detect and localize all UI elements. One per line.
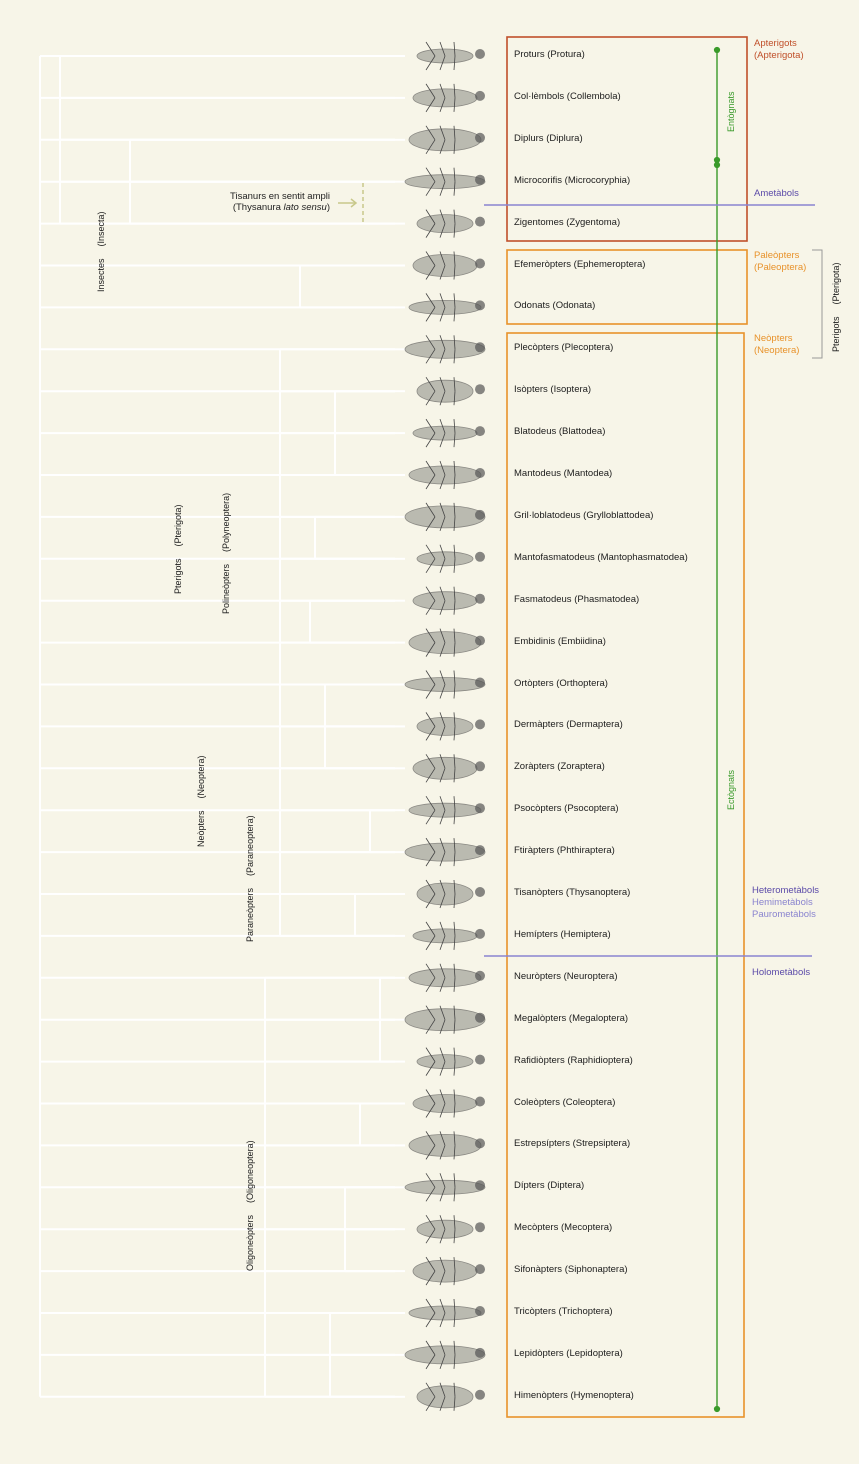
insect-figure xyxy=(413,754,485,782)
thysanura-line2-italic: lato sensu xyxy=(283,202,327,213)
order-label: Estrepsípters (Strepsiptera) xyxy=(514,1138,631,1150)
insect-figure xyxy=(405,168,485,196)
insect-figure xyxy=(413,252,485,280)
insect-figure xyxy=(409,964,485,992)
insect-figure xyxy=(413,1257,485,1285)
insect-figure xyxy=(405,1341,485,1369)
order-label: Zigentomes (Zygentoma) xyxy=(514,216,621,228)
order-label: Blatodeus (Blattodea) xyxy=(514,426,606,438)
group-latin: (Paleoptera) xyxy=(754,262,807,273)
insect-figure xyxy=(417,1215,485,1243)
insect-figure xyxy=(405,838,485,866)
entognats-label: Entògnats xyxy=(726,91,736,132)
clade-name: Oligoneòpters xyxy=(245,1214,255,1271)
order-label: Mantofasmatodeus (Mantophasmatodea) xyxy=(514,551,688,563)
order-label: Embidinis (Embiidina) xyxy=(514,635,606,647)
clade-latin: (Neoptera) xyxy=(196,755,206,799)
order-label: Col·lèmbols (Collembola) xyxy=(514,90,621,102)
insect-figure xyxy=(417,1048,485,1076)
thysanura-bracket xyxy=(338,183,363,222)
clade-name: Neòpters xyxy=(196,810,206,847)
gnath-lines xyxy=(715,48,720,1412)
order-label: Tricòpters (Trichoptera) xyxy=(514,1306,613,1317)
insect-figure xyxy=(417,1383,485,1411)
insect-figure xyxy=(417,545,485,573)
insect-figure xyxy=(409,796,485,824)
clade-latin: (Polyneoptera) xyxy=(221,492,231,552)
insect-figure xyxy=(413,84,485,112)
insect-figure xyxy=(417,880,485,908)
thysanura-line2-prefix: (Thysanura xyxy=(232,202,284,213)
insect-figure xyxy=(405,335,485,363)
clade-name: Paraneòpters xyxy=(245,887,255,942)
insect-figure xyxy=(417,210,485,238)
order-label: Odonats (Odonata) xyxy=(514,300,596,312)
order-label: Diplurs (Diplura) xyxy=(514,132,583,144)
group-latin: (Apterigota) xyxy=(754,50,804,61)
insect-figure xyxy=(413,587,485,615)
clade-latin: (Insecta) xyxy=(96,211,106,247)
insect-figure xyxy=(417,712,485,740)
thysanura-line1: Tisanurs en sentit ampli xyxy=(230,191,330,202)
order-label: Fasmatodeus (Phasmatodea) xyxy=(514,593,640,605)
order-label: Psocòpters (Psocoptera) xyxy=(514,803,619,815)
group-latin: (Neoptera) xyxy=(754,345,800,356)
order-label: Neuròpters (Neuroptera) xyxy=(514,970,618,982)
insect-figure xyxy=(405,1006,485,1034)
order-label: Sifonàpters (Siphonaptera) xyxy=(514,1264,628,1276)
paurometabols-label: Paurometàbols xyxy=(752,909,816,920)
clade-latin: (Paraneoptera) xyxy=(245,815,255,876)
ectognats-label: Ectògnats xyxy=(726,769,736,810)
insect-figure xyxy=(409,126,485,154)
hemimetabols-label: Hemimetàbols xyxy=(752,897,813,908)
order-label: Zoràpters (Zoraptera) xyxy=(514,761,605,773)
pterigota-bracket xyxy=(812,250,822,358)
clade-name: Pterigots xyxy=(173,558,183,594)
insect-figure xyxy=(409,1299,485,1327)
insect-figure xyxy=(405,503,485,531)
insect-figure xyxy=(405,1173,485,1201)
order-label: Rafidiòpters (Raphidioptera) xyxy=(514,1054,633,1066)
neoptera-box xyxy=(507,333,744,1417)
clade-name: Polineòpters xyxy=(221,563,231,614)
order-label: Proturs (Protura) xyxy=(514,49,585,60)
paleoptera-box xyxy=(507,250,747,324)
insect-figure xyxy=(413,922,485,950)
order-label: Mecòpters (Mecoptera) xyxy=(514,1222,613,1234)
clade-name: Insectes xyxy=(96,258,106,292)
heterometabols-label: Heterometàbols xyxy=(752,885,820,896)
order-label: Plecòpters (Plecoptera) xyxy=(514,342,614,354)
phylogenetic-tree xyxy=(40,56,405,1397)
order-label: Himenòpters (Hymenoptera) xyxy=(514,1389,634,1401)
order-label: Coleòpters (Coleoptera) xyxy=(514,1096,616,1108)
insect-figure xyxy=(409,461,485,489)
insect-figure xyxy=(413,419,485,447)
order-label: Ftiràpters (Phthiraptera) xyxy=(514,845,615,857)
insect-figure xyxy=(409,293,485,321)
order-label: Dermàpters (Dermaptera) xyxy=(514,719,623,731)
order-label: Ortòpters (Orthoptera) xyxy=(514,677,608,689)
insect-figure xyxy=(409,629,485,657)
order-label: Tisanòpters (Thysanoptera) xyxy=(514,887,631,898)
group-name: Neòpters xyxy=(754,333,793,344)
thysanura-line2-suffix: ) xyxy=(326,202,330,213)
apterigota-box xyxy=(507,37,747,241)
insect-figure xyxy=(417,42,485,70)
clade-latin: (Pterigota) xyxy=(173,504,183,547)
insect-illustrations xyxy=(405,42,485,1411)
order-label: Microcorifis (Microcoryphia) xyxy=(514,174,631,186)
order-label: Isòpters (Isoptera) xyxy=(514,384,592,396)
insect-figure xyxy=(409,1131,485,1159)
order-label: Lepidòpters (Lepidoptera) xyxy=(514,1347,623,1359)
insect-figure xyxy=(405,671,485,699)
order-label: Hemípters (Hemiptera) xyxy=(514,928,611,940)
order-label: Dípters (Diptera) xyxy=(514,1180,585,1192)
insect-figure xyxy=(413,1090,485,1118)
order-label: Gril·loblatodeus (Grylloblattodea) xyxy=(514,509,654,521)
group-name: Pterigots xyxy=(831,316,841,352)
group-name: Apterigots xyxy=(754,38,797,49)
order-label: Efemeròpters (Ephemeroptera) xyxy=(514,258,646,270)
order-label: Mantodeus (Mantodea) xyxy=(514,468,613,479)
order-label: Megalòpters (Megaloptera) xyxy=(514,1012,629,1024)
holometabols-label: Holometàbols xyxy=(752,967,811,978)
group-latin: (Pterigota) xyxy=(831,262,841,305)
group-name: Paleòpters xyxy=(754,250,800,261)
ametabols-label: Ametàbols xyxy=(754,188,799,199)
insect-figure xyxy=(417,377,485,405)
clade-latin: (Oligoneoptera) xyxy=(245,1140,255,1203)
